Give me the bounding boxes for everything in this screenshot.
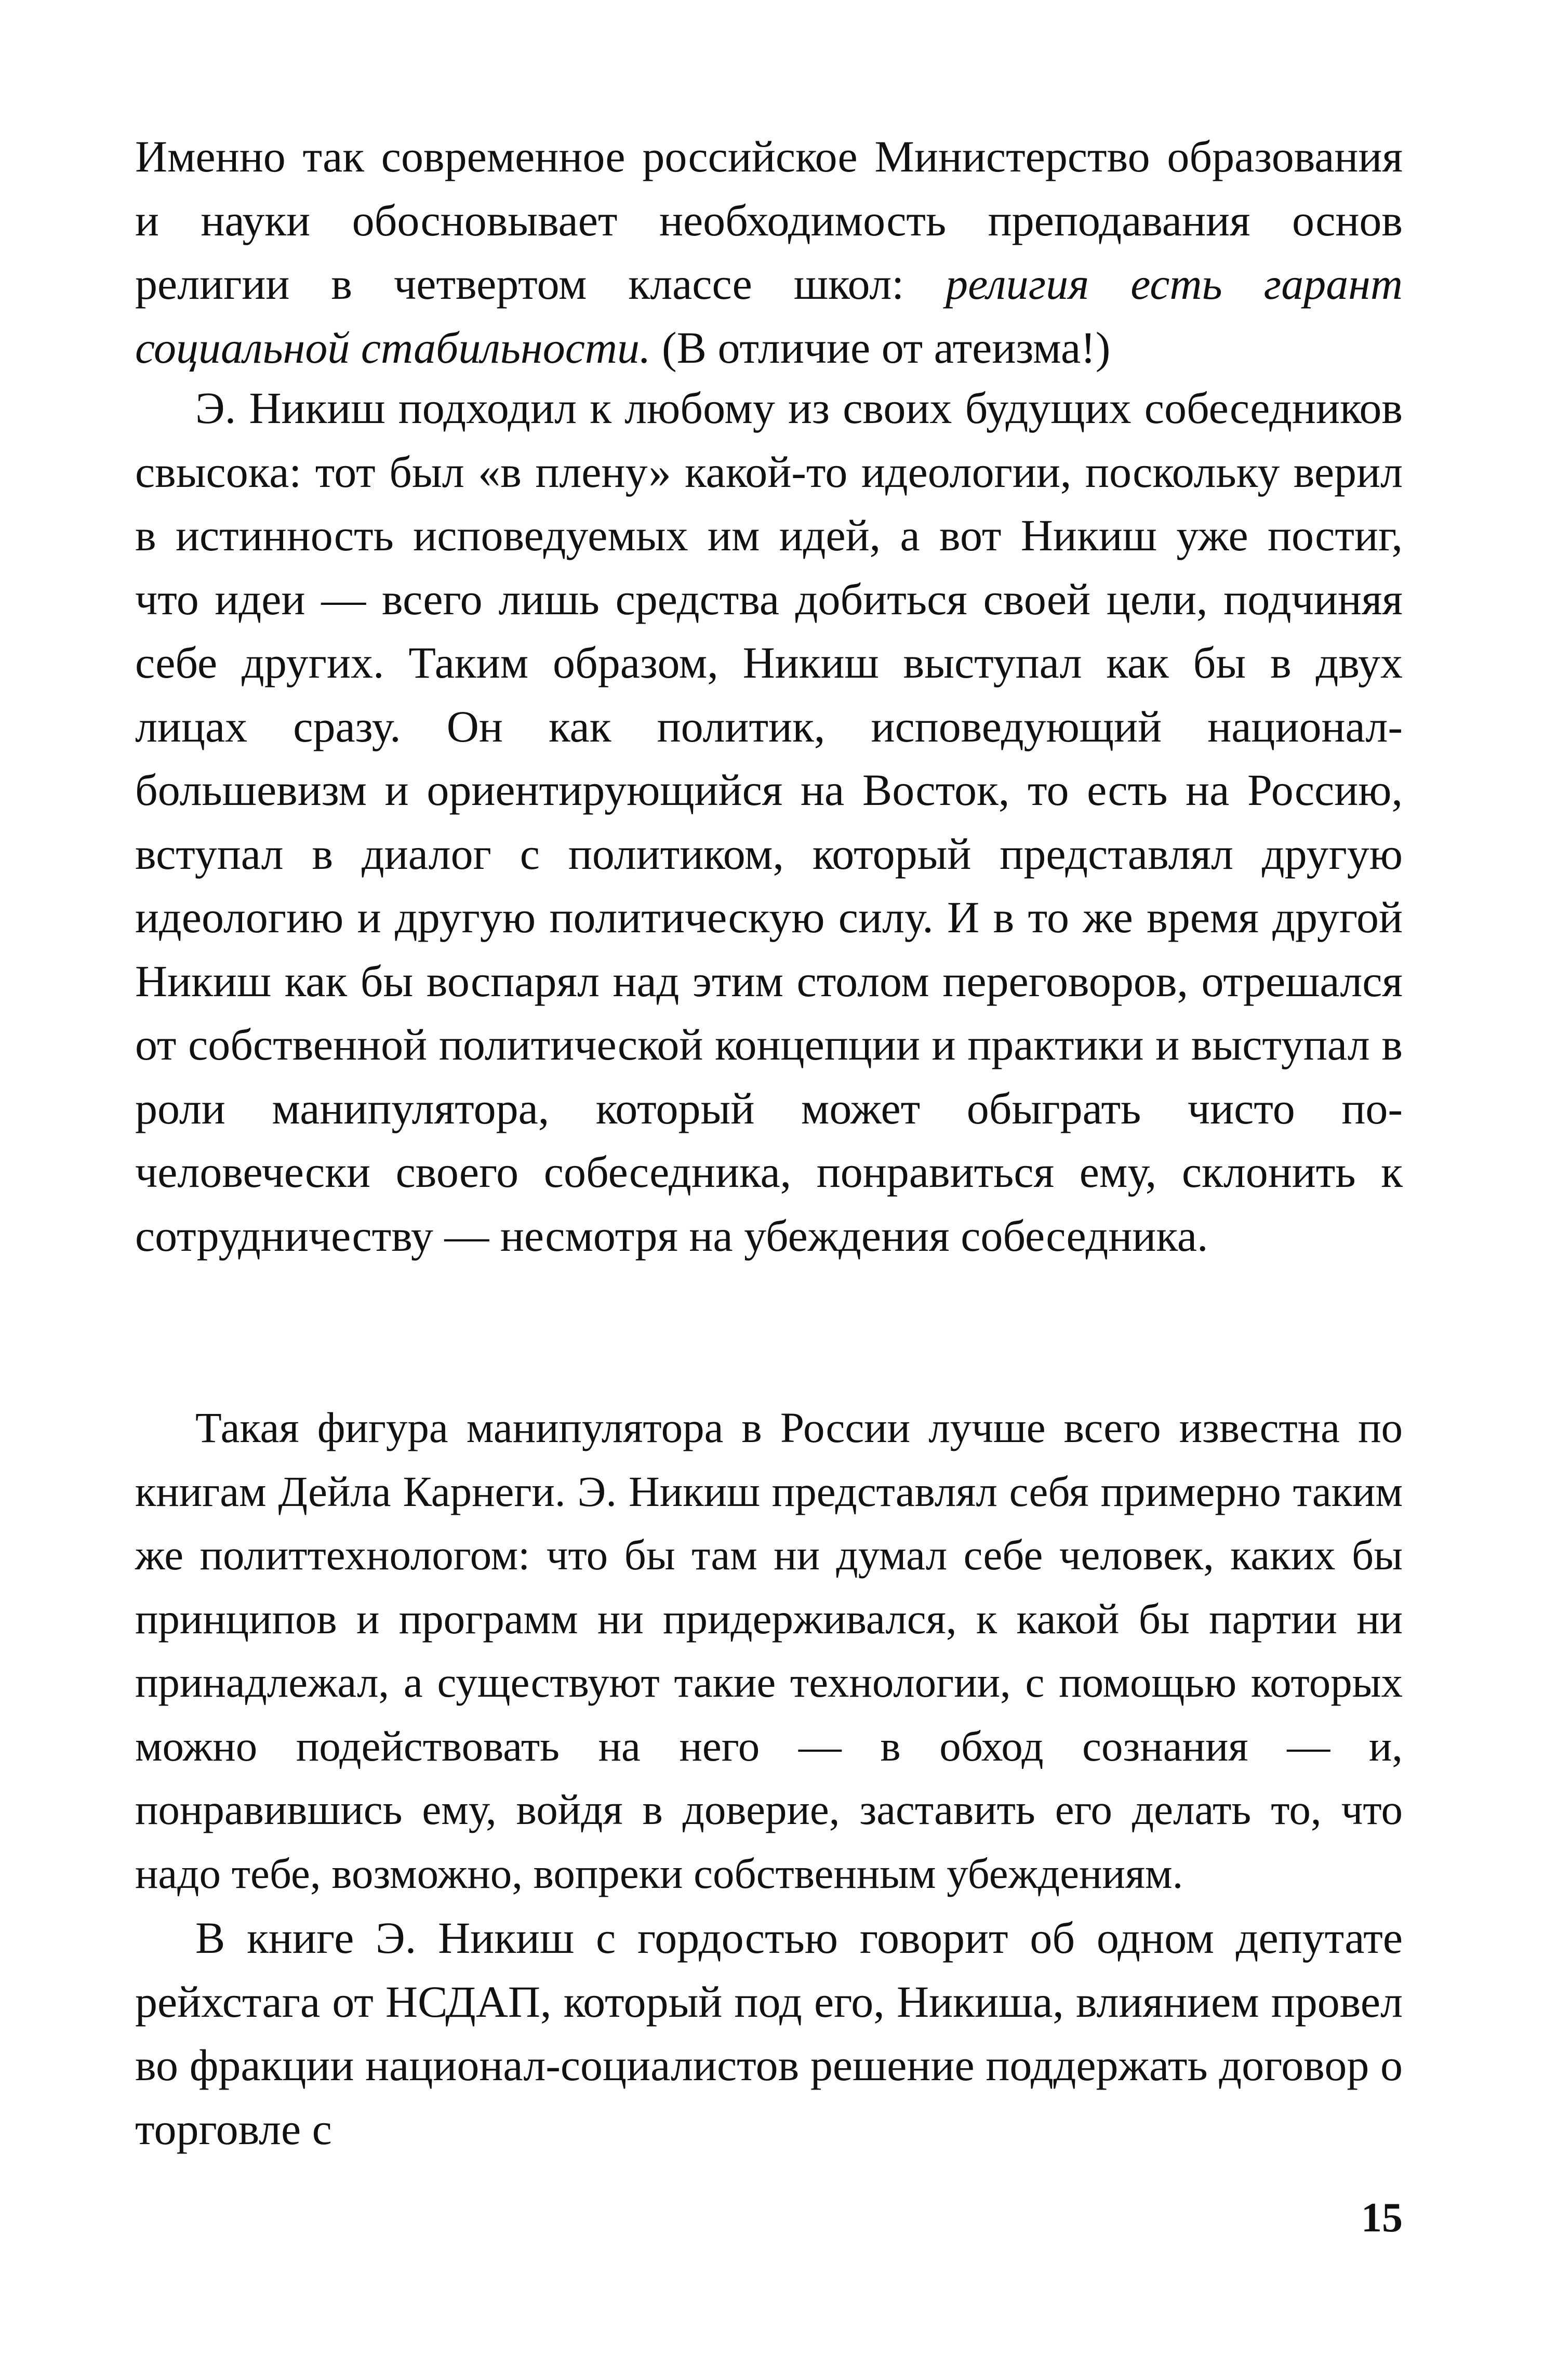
paragraph-4-text: В книге Э. Никиш с гордостью говорит об одном депутате рейхстага от НСДАП, который под его, Никиша, влиянием провел во фракции национал-социалистов решение поддержать договор о торговле с [135, 1913, 1403, 2154]
paragraph-1-italic-text: религия есть гарант социальной стабильности. [135, 259, 1403, 373]
paragraph-1 [135, 125, 1403, 379]
paragraph-3 [135, 1396, 1403, 1905]
paragraph-2-text: Э. Никиш подходил к любому из своих будущих собеседников свысока: тот был «в плену» какой-то идеологии, поскольку верил в истинность исповедуемых им идей, а вот Никиш уже постиг, что идеи — всего лишь средства добиться своей цели, подчиняя себе других. Таким образом, Никиш выступал как бы в двух лицах сразу. Он как политик, исповедующий национал-большевизм и ориентирующийся на Восток, то есть на Россию, вступал в диалог с политиком, который представлял другую идеологию и другую политическую силу. И в то же время другой Никиш как бы воспарял над этим столом переговоров, отрешался от собственной политической концепции и практики и выступал в роли манипулятора, который может обыграть чисто по-человечески своего собеседника, понравиться ему, склонить к сотрудничеству — несмотря на убеждения собеседника. [135, 383, 1403, 1261]
paragraph-4 [135, 1906, 1403, 2161]
paragraph-1-text-a: Именно так современное российское Министерство образования и науки обосновывает необходимость преподавания основ религии в четвертом классе школ: [135, 131, 1403, 309]
paragraph-3-text: Такая фигура манипулятора в России лучше всего известна по книгам Дейла Карнеги. Э. Никиш представлял себя примерно таким же политтехнологом: что бы там ни думал себе человек, каких бы принципов и программ ни придерживался, к какой бы партии ни принадлежал, а существуют такие технологии, с помощью которых можно подействовать на него — в обход сознания — и, понравившись ему, войдя в доверие, заставить его делать то, что надо тебе, возможно, вопреки собственным убеждениям. [135, 1404, 1403, 1897]
paragraph-1-text-b: (В отличие от атеизма!) [650, 322, 1111, 373]
page-number: 15 [1361, 2195, 1403, 2241]
paragraph-2 [135, 376, 1403, 1267]
